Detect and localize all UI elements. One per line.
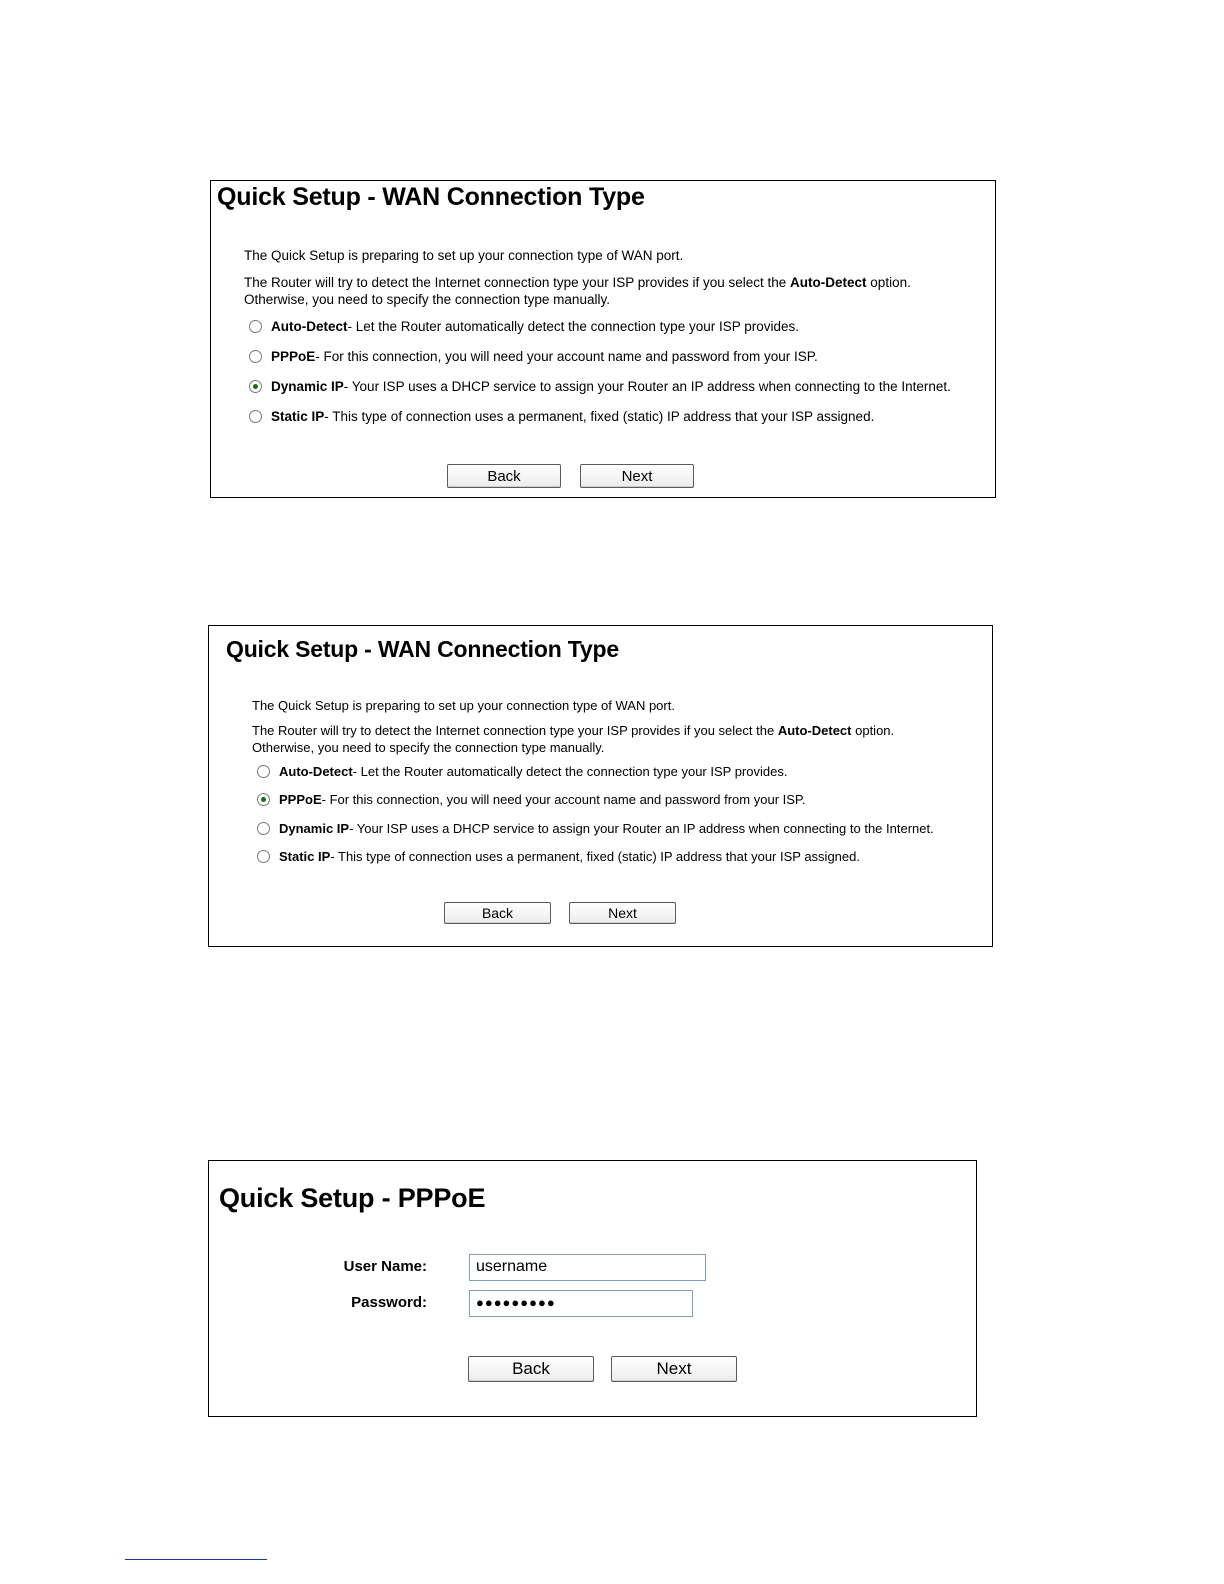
radio-pppoe[interactable]: PPPoE - For this connection, you will need your account name and password from your ISP. <box>249 349 818 364</box>
radio-static-ip[interactable]: Static IP - This type of connection uses a permanent, fixed (static) IP address that your ISP assigned. <box>249 409 874 424</box>
next-button[interactable]: Next <box>580 464 694 488</box>
back-button[interactable]: Back <box>444 902 551 924</box>
next-button[interactable]: Next <box>569 902 676 924</box>
next-button[interactable]: Next <box>611 1356 737 1382</box>
wan-type-panel-pppoe <box>208 625 993 947</box>
radio-button[interactable] <box>257 850 270 863</box>
username-input[interactable]: username <box>469 1254 706 1281</box>
radio-dynamic-ip[interactable]: Dynamic IP - Your ISP uses a DHCP service to assign your Router an IP address when connecting to the Internet. <box>249 379 951 394</box>
radio-button[interactable] <box>249 410 262 423</box>
password-input[interactable]: ●●●●●●●●● <box>469 1290 693 1317</box>
radio-button-selected[interactable] <box>249 380 262 393</box>
detect-text: The Router will try to detect the Internet connection type your ISP provides if you select the Auto-Detect option. <box>252 723 895 738</box>
radio-pppoe[interactable]: PPPoE - For this connection, you will need your account name and password from your ISP. <box>257 792 806 807</box>
password-label: Password: <box>351 1294 427 1311</box>
radio-button[interactable] <box>249 320 262 333</box>
intro-text: The Quick Setup is preparing to set up your connection type of WAN port. <box>244 248 684 263</box>
back-button[interactable]: Back <box>447 464 561 488</box>
radio-button[interactable] <box>249 350 262 363</box>
wan-type-panel-dynamic <box>210 180 996 498</box>
page-title: Quick Setup - WAN Connection Type <box>217 183 645 211</box>
page-title: Quick Setup - PPPoE <box>219 1183 486 1213</box>
detect-text-2: Otherwise, you need to specify the connection type manually. <box>244 292 610 307</box>
radio-auto-detect[interactable]: Auto-Detect - Let the Router automatically detect the connection type your ISP provides. <box>257 764 787 779</box>
radio-dynamic-ip[interactable]: Dynamic IP - Your ISP uses a DHCP service to assign your Router an IP address when connecting to the Internet. <box>257 821 934 836</box>
radio-auto-detect[interactable]: Auto-Detect - Let the Router automatically detect the connection type your ISP provides. <box>249 319 799 334</box>
intro-text: The Quick Setup is preparing to set up your connection type of WAN port. <box>252 698 675 713</box>
back-button[interactable]: Back <box>468 1356 594 1382</box>
radio-button-selected[interactable] <box>257 793 270 806</box>
pppoe-panel <box>208 1160 977 1417</box>
radio-button[interactable] <box>257 765 270 778</box>
page-title: Quick Setup - WAN Connection Type <box>226 636 619 662</box>
radio-button[interactable] <box>257 822 270 835</box>
detect-text: The Router will try to detect the Internet connection type your ISP provides if you select the Auto-Detect option. <box>244 275 911 290</box>
detect-text-2: Otherwise, you need to specify the connection type manually. <box>252 740 605 755</box>
footnote-rule <box>125 1559 267 1560</box>
username-label: User Name: <box>343 1258 427 1275</box>
radio-static-ip[interactable]: Static IP - This type of connection uses a permanent, fixed (static) IP address that your ISP assigned. <box>257 849 860 864</box>
